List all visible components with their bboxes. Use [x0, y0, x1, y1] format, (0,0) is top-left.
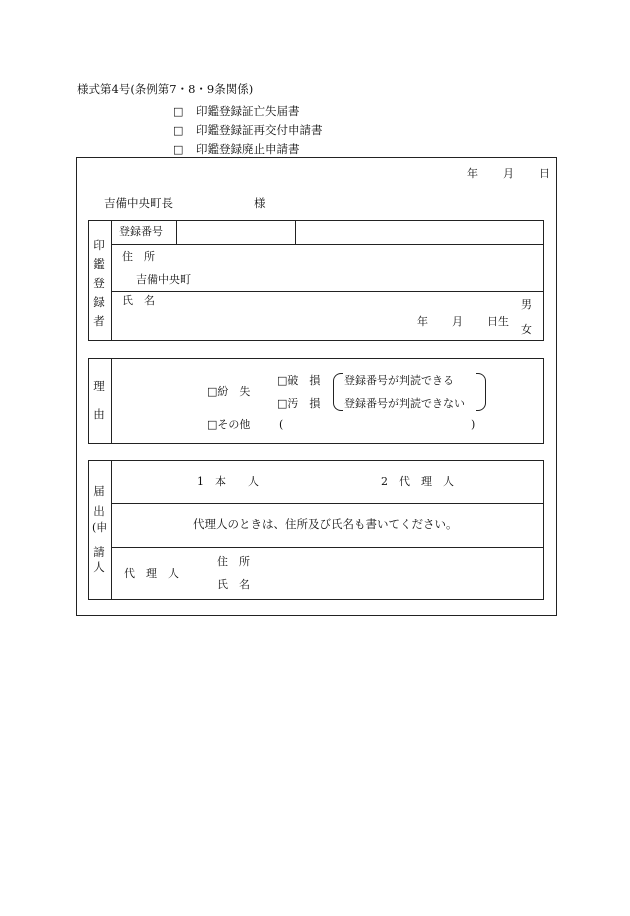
reason-damage-checkbox[interactable]: □破 損	[277, 374, 321, 387]
reg-number-label: 登録番号	[119, 225, 163, 238]
reason-loss-checkbox[interactable]: □紛 失	[207, 385, 251, 398]
gender-female-option[interactable]: 女	[521, 323, 532, 336]
applicant-section-label: 届 出 (申 請 人	[92, 484, 108, 574]
date-year-label: 年	[467, 167, 478, 180]
name-field[interactable]	[170, 300, 410, 314]
applicant-proxy-option[interactable]: 2 代 理 人	[381, 475, 454, 488]
proxy-note: 代理人のときは、住所及び氏名も書いてください。	[193, 517, 458, 531]
addressee-title: 吉備中央町長	[104, 196, 173, 210]
proxy-name-field[interactable]	[262, 577, 532, 591]
form-number: 様式第4号(条例第7・8・9条関係)	[77, 82, 254, 96]
reason-stain-checkbox[interactable]: □汚 損	[277, 397, 321, 410]
option-checkbox-lost-report[interactable]: □	[173, 105, 184, 118]
birth-month-label: 月	[452, 315, 463, 328]
date-month-label: 月	[503, 167, 514, 180]
gender-male-option[interactable]: 男	[521, 298, 532, 311]
option-checkbox-reissue[interactable]: □	[173, 124, 184, 137]
proxy-address-field[interactable]	[262, 554, 532, 568]
proxy-address-label: 住 所	[217, 555, 250, 568]
proxy-name-label: 氏 名	[217, 578, 250, 591]
name-label: 氏 名	[122, 294, 155, 307]
reason-readable-option[interactable]: 登録番号が判読できる	[344, 374, 454, 387]
address-field[interactable]: 吉備中央町	[136, 273, 191, 286]
reason-other-open-paren: (	[279, 418, 284, 431]
reason-unreadable-option[interactable]: 登録番号が判読できない	[344, 397, 465, 410]
option-checkbox-abolition[interactable]: □	[173, 143, 184, 156]
address-label: 住 所	[122, 250, 155, 263]
reason-other-checkbox[interactable]: □その他	[207, 418, 251, 431]
option-label-reissue: 印鑑登録証再交付申請書	[196, 123, 323, 137]
birth-year-label: 年	[417, 315, 428, 328]
applicant-self-option[interactable]: 1 本 人	[197, 475, 259, 488]
option-label-lost-report: 印鑑登録証亡失届書	[196, 104, 300, 118]
birth-day-label: 日生	[487, 315, 509, 328]
reason-other-close-paren: )	[471, 418, 476, 431]
right-brace	[476, 373, 486, 411]
left-brace	[333, 373, 343, 411]
reason-other-field[interactable]	[290, 418, 465, 432]
reg-number-field[interactable]	[180, 226, 292, 240]
addressee-honorific: 様	[254, 196, 266, 210]
reason-section-label: 理 由	[93, 379, 105, 421]
proxy-label: 代 理 人	[124, 567, 179, 580]
registrant-section-label: 印 鑑 登 録 者	[93, 238, 105, 328]
option-label-abolition: 印鑑登録廃止申請書	[196, 142, 300, 156]
date-day-label: 日	[539, 167, 550, 180]
